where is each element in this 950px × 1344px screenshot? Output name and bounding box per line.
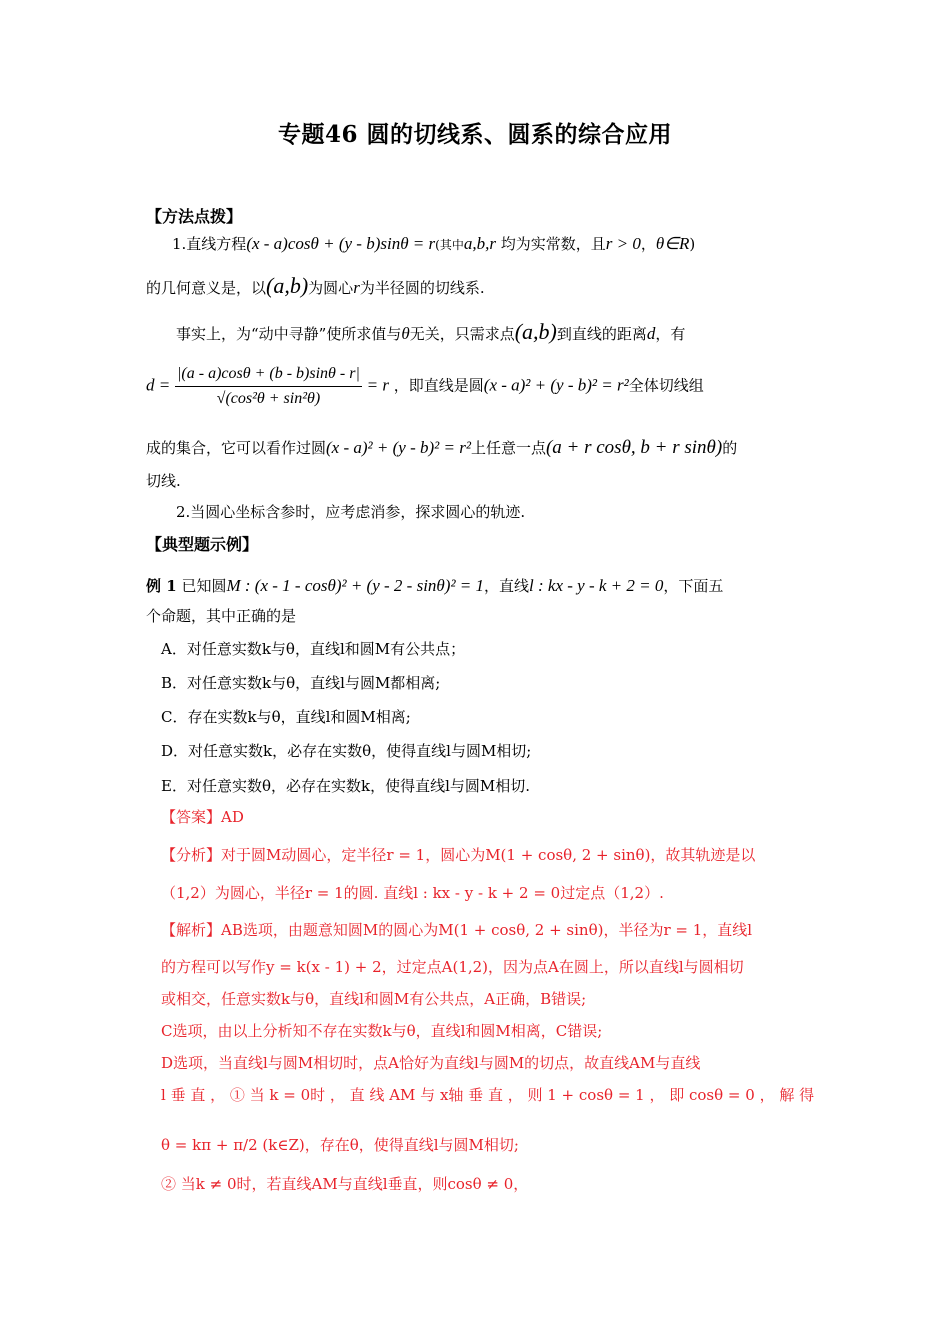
text: 的几何意义是，以 [146, 279, 267, 297]
solution-line-5: D选项，当直线l与圆M相切时，点A恰好为直线l与圆M的切点，故直线AM与直线 [161, 1054, 701, 1072]
example-1-stem-line-2: 个命题，其中正确的是 [146, 607, 297, 625]
example-1-stem-line-1 [146, 576, 723, 596]
formula: = r [366, 375, 389, 395]
answer-line [161, 807, 244, 827]
solution-line-8: ② 当k ≠ 0时，若直线AM与直线l垂直，则cosθ ≠ 0， [161, 1175, 529, 1193]
solution-line-6: l 垂 直 ， ① 当 k = 0时 ， 直 线 AM 与 x轴 垂 直 ， 则 1 + cosθ = 1 ， 即 cosθ = 0 ， 解 得 [161, 1086, 815, 1104]
formula: (a,b) [266, 273, 309, 298]
text: (其中 [435, 238, 464, 252]
solution-line-7: θ = kπ + π/2 (k∈Z)，存在θ，使得直线l与圆M相切; [161, 1136, 519, 1154]
distance-fraction [175, 362, 362, 411]
formula: (x - a)² + (y - b)² = r² [483, 375, 629, 395]
method-distance-formula-line [146, 362, 704, 411]
option-d: D．对任意实数k，必存在实数θ，使得直线l与圆M相切; [161, 742, 532, 760]
text: 到直线的距离 [556, 325, 647, 343]
method-paragraph-3: 2.当圆心坐标含参时，应考虑消参，探求圆心的轨迹. [176, 503, 526, 521]
analysis-label: 【分析】 [161, 846, 222, 864]
text: ，直线 [484, 577, 530, 595]
text: 成的集合，它可以看作过圆 [146, 439, 327, 457]
answer-value: AD [221, 808, 244, 826]
fraction-numerator: |(a - a)cosθ + (b - b)sinθ - r| [175, 362, 362, 387]
formula: θ∈R [655, 234, 690, 253]
text: 为半径圆的切线系. [359, 279, 485, 297]
text: 均为实常数，且 [500, 235, 606, 253]
method-paragraph-2-line-1 [176, 319, 686, 344]
formula: d [646, 324, 656, 343]
fraction-denominator: √(cos²θ + sin²θ) [216, 390, 321, 407]
text: ，下面五 [663, 577, 724, 595]
solution-line-4: C选项，由以上分析知不存在实数k与θ，直线l和圆M相离，C错误; [161, 1022, 603, 1040]
example-label: 例 1 [146, 577, 177, 595]
method-paragraph-2-line-4: 切线. [146, 472, 181, 490]
method-paragraph-1-line-2 [146, 273, 485, 298]
formula: (x - a)² + (y - b)² = r² [326, 438, 471, 457]
formula: l : kx - y - k + 2 = 0 [529, 576, 664, 595]
text: 无关，只需求点 [409, 325, 515, 343]
formula: r > 0 [605, 234, 641, 253]
text: 1.直线方程 [172, 235, 247, 253]
text: 已知圆 [181, 577, 227, 595]
text: ，即直线是圆 [393, 376, 484, 395]
text: ，有 [655, 325, 686, 343]
option-a: A．对任意实数k与θ，直线l和圆M有公共点； [161, 640, 466, 658]
formula: r [353, 278, 360, 297]
text: ) [689, 235, 696, 253]
option-c: C．存在实数k与θ，直线l和圆M相离; [161, 708, 411, 726]
solution-text: AB选项，由题意知圆M的圆心为M(1 + cosθ, 2 + sinθ)，半径为r = 1，直线l [221, 921, 753, 939]
solution-label: 【解析】 [161, 921, 222, 939]
formula: d = [146, 375, 171, 395]
method-paragraph-2-line-3 [146, 438, 737, 458]
formula: θ [401, 324, 410, 343]
text: 上任意一点 [470, 439, 546, 457]
analysis-line-1 [161, 845, 755, 865]
text: ， [640, 235, 656, 253]
formula: a,b,r [463, 234, 496, 253]
analysis-text: 对于圆M动圆心，定半径r = 1，圆心为M(1 + cosθ, 2 + sinθ)，故其轨迹是以 [221, 846, 756, 864]
page-title: 专题46 圆的切线系、圆系的综合应用 [277, 121, 672, 148]
method-paragraph-1-line-1 [172, 234, 695, 255]
section-method-heading: 【方法点拨】 [146, 207, 243, 226]
option-e: E．对任意实数θ，必存在实数k，使得直线l与圆M相切. [161, 777, 530, 795]
formula: (a + r cosθ, b + r sinθ) [545, 437, 723, 458]
option-b: B．对任意实数k与θ，直线l与圆M都相离; [161, 674, 441, 692]
formula: M : (x - 1 - cosθ)² + (y - 2 - sinθ)² = 1 [226, 576, 485, 595]
section-examples-heading: 【典型题示例】 [146, 535, 259, 554]
solution-line-1 [161, 920, 752, 940]
text: 的 [722, 439, 738, 457]
text: 为圆心 [308, 279, 354, 297]
analysis-line-2: （1,2）为圆心，半径r = 1的圆. 直线l : kx - y - k + 2 = 0过定点（1,2）. [161, 884, 664, 902]
answer-label: 【答案】 [161, 808, 222, 826]
formula: (a,b) [514, 319, 557, 344]
text: 全体切线组 [628, 376, 704, 395]
formula: (x - a)cosθ + (y - b)sinθ = r [246, 234, 436, 253]
solution-line-3: 或相交，任意实数k与θ，直线l和圆M有公共点，A正确，B错误; [161, 990, 587, 1008]
text: 事实上，为“动中寻静”使所求值与 [176, 325, 402, 343]
solution-line-2: 的方程可以写作y = k(x - 1) + 2，过定点A(1,2)，因为点A在圆上，所以直线l与圆相切 [161, 958, 744, 976]
